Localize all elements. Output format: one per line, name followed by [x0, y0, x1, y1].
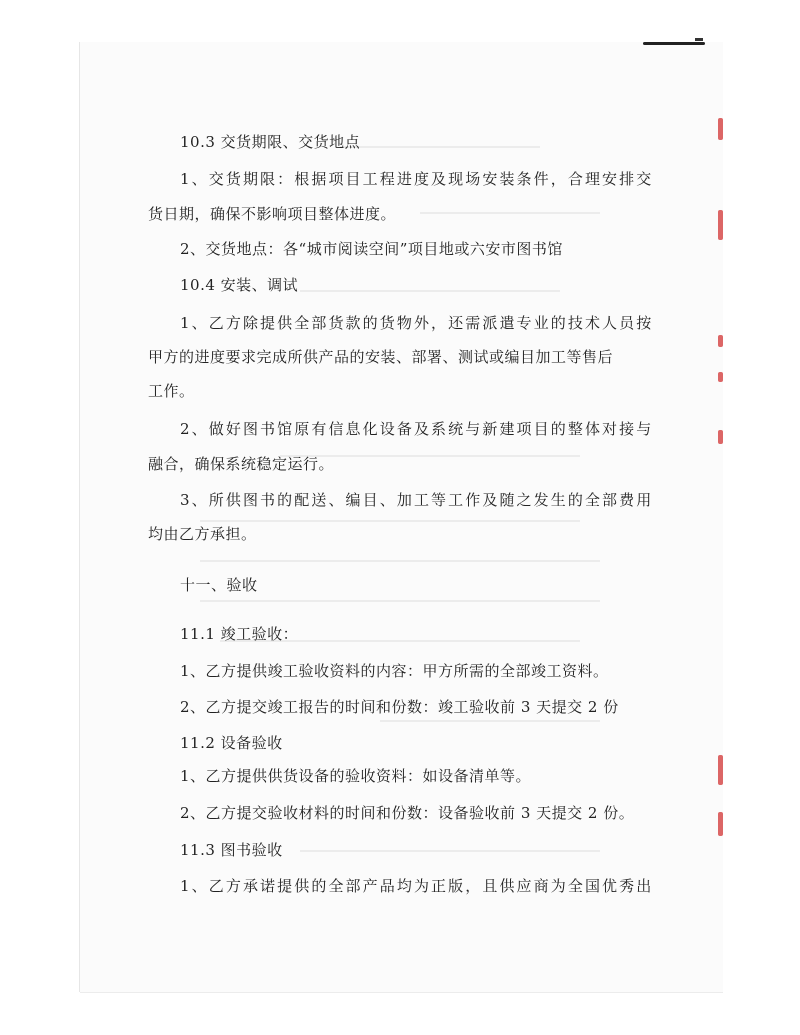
- paragraph-line: 1、乙方提供供货设备的验收资料：如设备清单等。: [180, 767, 532, 785]
- show-through-mark: [340, 146, 540, 148]
- paragraph-line: 货日期，确保不影响项目整体进度。: [148, 205, 397, 223]
- show-through-mark: [380, 720, 600, 722]
- show-through-mark: [300, 850, 600, 852]
- section-heading: 10.4 安装、调试: [180, 276, 299, 294]
- page-edge-mark: [643, 42, 705, 45]
- section-heading: 10.3 交货期限、交货地点: [180, 133, 361, 151]
- paragraph-line: 2、交货地点：各“城市阅读空间”项目地或六安市图书馆: [180, 240, 563, 258]
- paragraph-line: 融合，确保系统稳定运行。: [148, 455, 335, 473]
- paragraph-line: 3、所供图书的配送、编目、加工等工作及随之发生的全部费用: [180, 491, 654, 509]
- paragraph-line: 2、做好图书馆原有信息化设备及系统与新建项目的整体对接与: [180, 420, 654, 438]
- seal-fragment: [718, 755, 723, 785]
- show-through-mark: [420, 212, 600, 214]
- seal-fragment: [718, 118, 723, 140]
- section-heading: 11.1 竣工验收：: [180, 625, 299, 643]
- seal-fragment: [718, 812, 723, 836]
- section-heading: 11.3 图书验收: [180, 841, 283, 859]
- show-through-mark: [300, 290, 560, 292]
- seal-fragment: [718, 335, 723, 347]
- paragraph-line: 1、乙方提供竣工验收资料的内容：甲方所需的全部竣工资料。: [180, 662, 609, 680]
- show-through-mark: [200, 560, 600, 562]
- paragraph-line: 工作。: [148, 382, 195, 400]
- page-edge-mark: [695, 38, 703, 41]
- paragraph-line: 甲方的进度要求完成所供产品的安装、部署、测试或编目加工等售后: [148, 348, 614, 366]
- chapter-heading: 十一、验收: [180, 576, 258, 594]
- paragraph-line: 1、乙方承诺提供的全部产品均为正版，且供应商为全国优秀出: [180, 877, 654, 895]
- paragraph-line: 1、交货期限：根据项目工程进度及现场安装条件，合理安排交: [180, 170, 654, 188]
- paragraph-line: 2、乙方提交竣工报告的时间和份数：竣工验收前 3 天提交 2 份: [180, 698, 619, 716]
- seal-fragment: [718, 430, 723, 444]
- seal-fragment: [718, 372, 723, 382]
- section-heading: 11.2 设备验收: [180, 734, 283, 752]
- show-through-mark: [200, 520, 580, 522]
- seal-fragment: [718, 210, 723, 240]
- paragraph-line: 1、乙方除提供全部货款的货物外，还需派遣专业的技术人员按: [180, 314, 654, 332]
- show-through-mark: [200, 600, 600, 602]
- paragraph-line: 2、乙方提交验收材料的时间和份数：设备验收前 3 天提交 2 份。: [180, 804, 635, 822]
- paragraph-line: 均由乙方承担。: [148, 525, 257, 543]
